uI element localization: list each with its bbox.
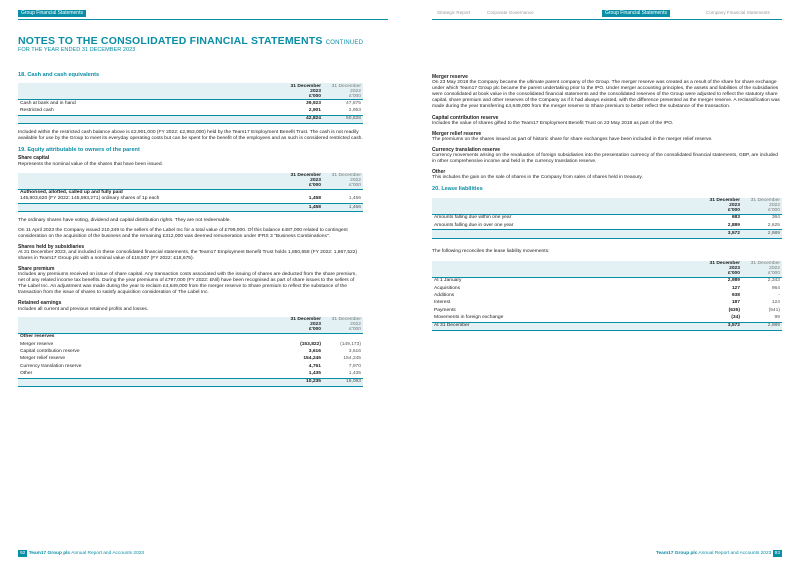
nav-corporate-governance[interactable]: Corporate Governance bbox=[487, 10, 534, 15]
page-title bbox=[18, 35, 363, 47]
footer-right bbox=[656, 550, 782, 557]
share-issue-text: On 11 April 2023 the Company issued 210,349 to the sellers of the Label Inc for a total value of £799,000. Of this balance £487,000 related to contingent consideration on the acquisition of the business and the remaining £312,000 was deemed remuneration under IFRS 3 "Business Combinations". bbox=[18, 227, 348, 239]
retained-earnings-heading: Retained earnings bbox=[18, 300, 62, 307]
share-capital-heading: Share capital bbox=[18, 155, 50, 162]
table-total-row: 10,235 18,093 bbox=[18, 378, 363, 386]
table-row: Merger reserve (153,822) (149,173) bbox=[20, 341, 361, 347]
merger-reserve-text: On 23 May 2018 the Company became the ultimate parent company of the Group. The merger reserve was created as a result of the share for share exchange under which Team17 Group plc became the parent undertaking prior to the IPO. Under merger accounting principles, the assets and liabilities of the subsidiaries were consolidated at book value in the consolidated financial statements and the consolidated reserves of the Group were adjusted to reflect the statutory share capital, share premium and other reserves of the Company as if it had always existed, with the difference presented as the merger reserve. A reclassification was made during the year transferring £4,649,000 from the merger reserve to Share premium to better reflect the substance of the transaction. bbox=[432, 80, 780, 110]
note18-title: 18. Cash and cash equivalents bbox=[18, 72, 100, 78]
share-premium-heading: Share premium bbox=[18, 266, 55, 272]
page-title-text: NOTES TO THE CONSOLIDATED FINANCIAL STATEMENTS bbox=[18, 35, 323, 47]
currency-translation-text: Currency movements arising on the revaluation of foreign subsidiaries into the presentation currency of the consolidated financial statements, GBP, are included in other comprehensive income and held in the currency translation reserve. bbox=[432, 153, 778, 165]
shares-held-text: At 31 December 2023, and included in these consolidated financial statements, the Team17 Employment Benefit Trust holds 1,850,658 (FY 2022: 1,867,522) shares in Team17 Group plc with a nominal value of £18,507 (FY 2022: £18,675). bbox=[18, 249, 358, 261]
table-row: Restricted cash 2,901 2,953 bbox=[20, 108, 361, 114]
footer-brand-right: Team17 Group plc bbox=[655, 551, 698, 556]
table-row: Amounts falling due in over one year 2,889 2,625 bbox=[434, 222, 780, 228]
nav-company-financial-statements[interactable]: Company Financial Statements bbox=[706, 10, 770, 15]
footer-text-left: Annual Report and Accounts 2023 bbox=[71, 551, 145, 556]
capital-contribution-heading: Capital contribution reserve bbox=[432, 114, 499, 121]
share-premium-text: Includes any premiums received on issue of share capital. Any transaction costs associated with the issuing of shares are deducted from the share premium, net of any related income tax benefits. During the year premiums of £797,000 (FY 2022: £Nil) have been recognised as part of share issues to the sellers of The Label Inc. An adjustment was made during the year to reclaim £4,649,000 from the merger reserve to Share premium to reflect the substance of the transaction from the issue of shares to satisfy acquisition consideration of The Label Inc. bbox=[18, 272, 357, 296]
table-row: Authorised, allotted, called up and fully paid 145,803,620 (FY 2022: 145,593,271) ordinary shares of 1p each 1,458 1,456 bbox=[18, 189, 363, 203]
section-tag: Group Financial Statements bbox=[18, 10, 86, 17]
footer-left bbox=[18, 550, 144, 557]
table-row: Amounts falling due within one year 683 364 bbox=[434, 215, 780, 221]
table-row: Payments (635) (541) bbox=[434, 307, 780, 313]
other-reserves-table: 31 December 2023 £'000 31 December 2022 £'000 Other reserves Merger reserve (153,822) (149,173) Capital contribution reserve 3,616 3,616 Merger relief reserve 154,245 154,245 Currency translation reserve 4,761 7,970 Other 1,435 1,435 10,235 18,093 bbox=[18, 317, 363, 387]
retained-earnings-text: Includes all current and previous retained profits and losses. bbox=[18, 306, 149, 312]
note18-text: Included within the restricted cash balance above is £2,901,000 (FY 2022: £2,953,000) held by the Team17 Employment Benefit Trust. The cash is not readily available for use by the Group to meet its everyday operating costs but can be spent for the benefit of the employees and as such is considered restricted cash. bbox=[18, 130, 363, 142]
shares-held-heading: Shares held by subsidiaries bbox=[18, 243, 85, 250]
table-row: Other 1,435 1,435 bbox=[20, 370, 361, 376]
table-total-row: 42,824 50,828 bbox=[18, 115, 363, 123]
table-row: Other reserves bbox=[18, 333, 363, 341]
table-row: At 1 January 2,989 2,343 bbox=[434, 278, 780, 284]
note19-title: 19. Equity attributable to owners of the parent bbox=[18, 147, 140, 154]
table-row: Cash at bank and in hand 39,923 47,875 bbox=[20, 100, 361, 106]
table-row: Additions 938 - bbox=[434, 292, 780, 298]
footer-brand-left: Team17 Group plc bbox=[28, 551, 71, 556]
page-number-left: 92 bbox=[20, 551, 26, 556]
table-row: Merger relief reserve 154,245 154,245 bbox=[20, 356, 361, 362]
cash-table: 31 December 2023 £'000 31 December 2022 £'000 Cash at bank and in hand 39,923 47,875 Restricted cash 2,901 2,953 42,824 50,828 bbox=[18, 83, 363, 124]
capital-contribution-text: Includes the value of shares gifted to the Team17 Employment Benefit Trust on 23 May 2018 as part of the IPO. bbox=[432, 120, 674, 126]
table-row: Movements in foreign exchange (34) 99 bbox=[434, 314, 780, 320]
note20-title: 20. Lease liabilities bbox=[432, 186, 483, 193]
right-column bbox=[432, 74, 782, 331]
merger-relief-text: The premiums on the shares issued as part of historic share for share exchanges have been included in the merger relief reserve. bbox=[432, 136, 713, 142]
left-column bbox=[18, 72, 363, 387]
table-row: Acquisitions 127 964 bbox=[434, 285, 780, 291]
header-rule-left bbox=[18, 19, 388, 20]
page-number-right: 93 bbox=[774, 551, 780, 556]
table-total-row: 1,458 1,456 bbox=[18, 204, 363, 212]
voting-rights-text: The ordinary shares have voting, dividend and capital distribution rights. They are not redeemable. bbox=[18, 218, 231, 224]
other-text: This includes the gain on the sale of shares in the Company from sales of shares held in treasury. bbox=[432, 175, 643, 181]
table-row: Capital contribution reserve 3,616 3,616 bbox=[20, 349, 361, 354]
reconcile-text: The following reconciles the lease liability movements: bbox=[432, 248, 550, 254]
other-heading: Other bbox=[432, 169, 446, 176]
table-total-row: 3,572 2,989 bbox=[432, 230, 782, 238]
nav-strategic-report[interactable]: Strategic Report bbox=[437, 10, 471, 15]
footer-text-right: Annual Report and Accounts 2023 bbox=[698, 551, 772, 556]
merger-relief-heading: Merger relief reserve bbox=[432, 130, 482, 137]
share-capital-table: 31 December 2023 £'000 31 December 2022 £'000 Authorised, allotted, called up and fully paid 145,803,620 (FY 2022: 145,593,271) ordinary shares of 1p each 1,458 1,456 1,458 1,456 bbox=[18, 173, 363, 213]
lease-reconciliation-table: 31 December 2023 £'000 31 December 2022 £'000 At 1 January 2,989 2,343 Acquisitions 127 964 Additions 938 - Interest 187 124 Payments (635) (541) Movements in foreign exchange (34) 99 At 31 December 3,572 2,989 bbox=[432, 261, 782, 331]
share-capital-text: Represents the nominal value of the shares that have been issued. bbox=[18, 161, 163, 167]
page-subtitle: FOR THE YEAR ENDED 31 DECEMBER 2023 bbox=[18, 47, 136, 53]
currency-translation-heading: Currency translation reserve bbox=[432, 146, 501, 153]
lease-table: 31 December 2023 £'000 31 December 2022 £'000 Amounts falling due within one year 683 364 Amounts falling due in over one year 2,889 2,625 3,572 2,989 bbox=[432, 198, 782, 239]
table-row: Currency translation reserve 4,761 7,970 bbox=[20, 363, 361, 369]
nav-group-financial-statements[interactable]: Group Financial Statements bbox=[602, 10, 670, 17]
table-total-row: At 31 December 3,572 2,989 bbox=[432, 322, 782, 330]
table-row: Interest 187 124 bbox=[434, 300, 780, 306]
merger-reserve-heading: Merger reserve bbox=[432, 74, 468, 80]
page-title-continued: CONTINUED bbox=[325, 40, 364, 46]
header-rule-right bbox=[432, 19, 782, 20]
